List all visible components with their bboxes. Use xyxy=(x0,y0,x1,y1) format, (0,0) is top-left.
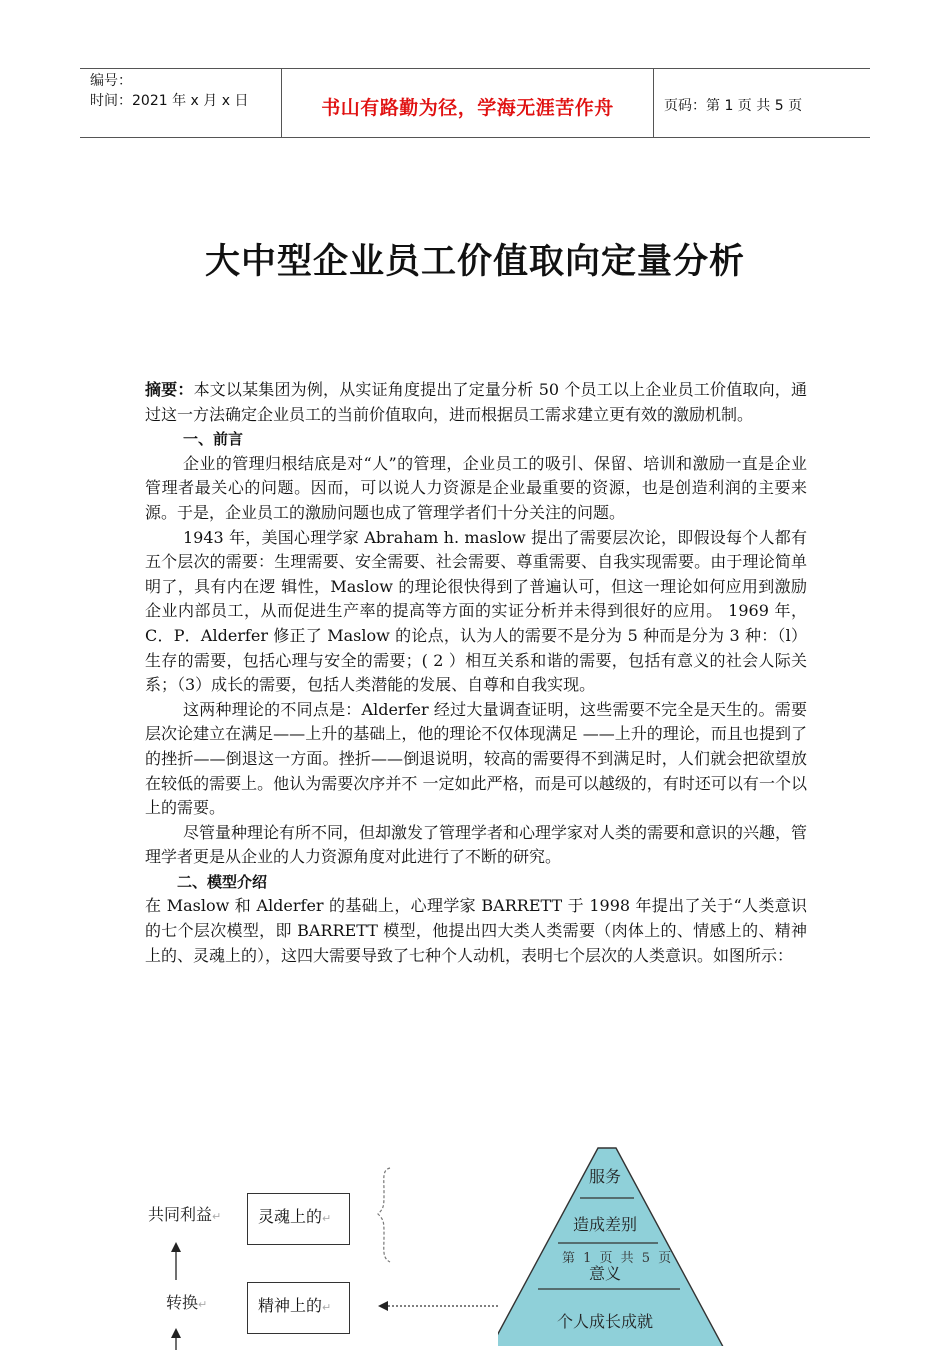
header-meta xyxy=(90,71,248,111)
common-interest-label: 共同利益↵ xyxy=(148,1205,222,1224)
transform-label: 转换↵ xyxy=(166,1293,208,1312)
number-label: 编号： xyxy=(90,73,132,89)
section-heading-model: 二、模型介绍 xyxy=(177,872,268,891)
pyramid-level-difference: 造成差别 xyxy=(572,1215,637,1234)
document-title: 大中型企业员工价值取向定量分析 xyxy=(204,242,745,282)
section-heading-intro: 一、前言 xyxy=(183,430,244,449)
paragraph: 尽管量种理论有所不同，但却激发了管理学者和心理学家对人类的需要和意识的兴趣，管理学者更是从企业的人力资源角度对此进行了不断的研究。 xyxy=(145,822,808,867)
dashed-arrow-icon xyxy=(376,1298,502,1314)
curly-brace-icon xyxy=(374,1166,414,1266)
paragraph: 这两种理论的不同点是：Alderfer 经过大量调查证明，这些需要不完全是天生的。需要层次论建立在满足——上升的基础上，他的理论不仅体现满足 ——上升的理论，而且也提到了的挫折——倒退这一方面。挫折——倒退说明，较高的需要得不到满足时，人们就会把欲望放在较低的需要上。他认为需要次序并不 一定如此严格，而是可以越级的，有时还可以有一个以上的需要。 xyxy=(145,699,807,818)
abstract-text: 本文以某集团为例，从实证角度提出了定量分析 50 个员工以上企业员工价值取向，通过这一方法确定企业员工的当前价值取向，进而根据员工需求建立更有效的激励机制。 xyxy=(145,380,807,424)
box-spirit: 精神上的↵ xyxy=(247,1282,350,1334)
page-header xyxy=(80,68,870,138)
pyramid-level-growth: 个人成长成就 xyxy=(556,1312,653,1331)
pyramid-level-service: 服务 xyxy=(588,1167,621,1186)
barrett-model-diagram xyxy=(140,1140,720,1344)
box-soul: 灵魂上的↵ xyxy=(247,1193,350,1245)
header-motto: 书山有路勤为径，学海无涯苦作舟 xyxy=(321,97,614,119)
paragraph: 在 Maslow 和 Alderfer 的基础上，心理学家 BARRETT 于 1998 年提出了关于“人类意识的七个层次模型，即 BARRETT 模型，他提出四大类人类需要（肉体上的、情感上的、精神上的、灵魂上的），这四大需要导致了七种个人动机，表明七个层次的人类意识。如图所示： xyxy=(145,896,807,965)
abstract-label: 摘要： xyxy=(145,380,194,399)
header-page-info: 页码：第 1 页 共 5 页 xyxy=(664,98,803,114)
pyramid-level-meaning: 意义 xyxy=(588,1264,621,1283)
page-footer: 第 1 页 共 5 页 xyxy=(562,1251,674,1266)
paragraph: 1943 年，美国心理学家 Abraham h. maslow 提出了需要层次论，即假设每个人都有五个层次的需要：生理需要、安全需要、社会需要、尊重需要、自我实现需要。由于理论简单明了，具有内在逻 辑性，Maslow 的理论很快得到了普遍认可，但这一理论如何应用到激励企业内部员工，从而促进生产率的提高等方面的实证分析并未得到很好的应用。 1969 年，C．P．Alderfer 修正了 Maslow 的论点，认为人的需要不是分为 5 种而是分为 3 种：（l）生存的需要，包括心理与安全的需要；( 2 ）相互关系和谐的需要，包括有意义的社会人际关系；（3）成长的需要，包括人类潜能的发展、自尊和自我实现。 xyxy=(145,527,807,695)
document-body xyxy=(145,378,807,968)
paragraph: 企业的管理归根结底是对“人”的管理，企业员工的吸引、保留、培训和激励一直是企业管理者最关心的问题。因而，可以说人力资源是企业最重要的资源，也是创造利润的主要来源。于是，企业员工的激励问题也成了管理学者们十分关注的问题。 xyxy=(145,453,807,522)
date-label: 时间：2021 年 x 月 x 日 xyxy=(90,93,249,109)
abstract-paragraph xyxy=(145,378,807,427)
header-divider xyxy=(653,69,654,137)
